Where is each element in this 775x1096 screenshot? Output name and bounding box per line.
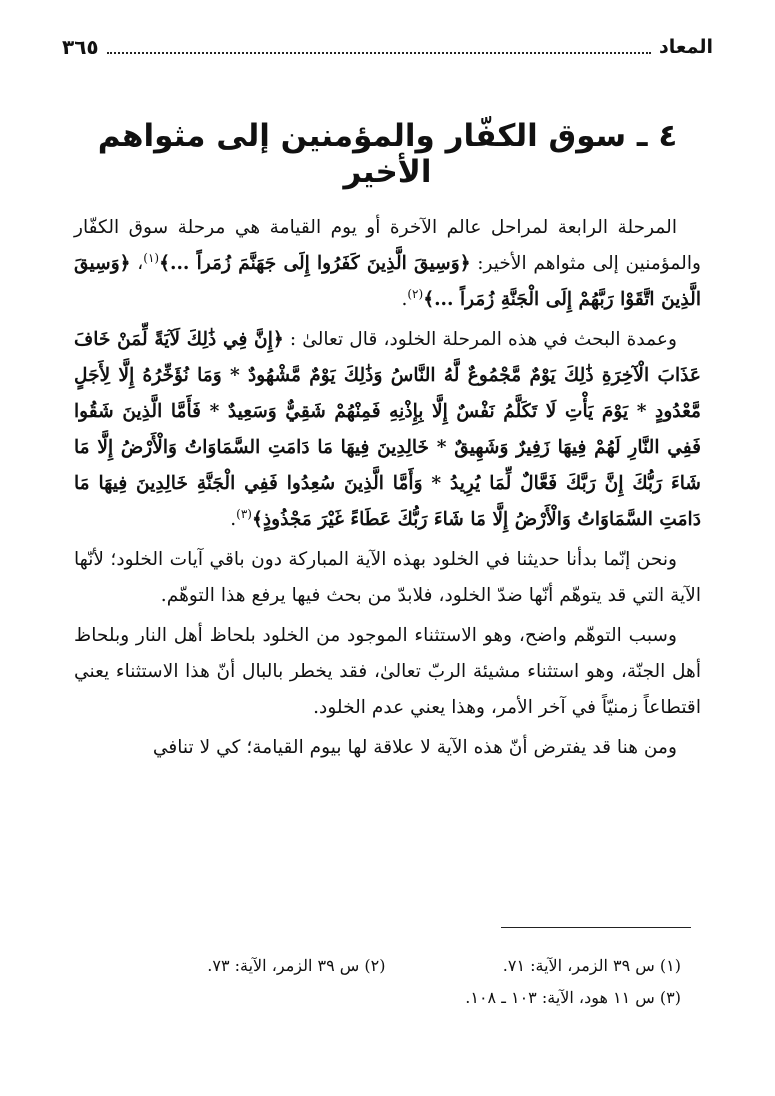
chapter-title: ٤ ـ سوق الكفّار والمؤمنين إلى مثواهم الأخير bbox=[97, 118, 678, 190]
footnote: (١) س ٣٩ الزمر، الآية: ٧١. bbox=[502, 956, 681, 975]
paragraph-text: وعمدة البحث في هذه المرحلة الخلود، قال تعالىٰ : bbox=[283, 329, 677, 350]
section-title: المعاد bbox=[659, 36, 713, 58]
running-header bbox=[62, 30, 713, 64]
paragraph-text: . bbox=[230, 509, 237, 530]
page-number: ٣٦٥ bbox=[62, 35, 99, 59]
quran-verse: ﴿إِنَّ فِي ذَٰلِكَ لَآيَةً لِّمَنْ خَافَ عَذَابَ الْآخِرَةِ ذَٰلِكَ يَوْمٌ مَّجْمُوعٌ لَّهُ النَّاسُ وَذَٰلِكَ يَوْمٌ مَّشْهُودٌ * وَمَا نُؤَخِّرُهُ إِلَّا لِأَجَلٍ مَّعْدُودٍ * يَوْمَ يَأْتِ لَا تَكَلَّمُ نَفْسٌ إِلَّا بِإِذْنِهِ فَمِنْهُمْ شَقِيٌّ وَسَعِيدٌ * فَأَمَّا الَّذِينَ شَقُوا فَفِي النَّارِ لَهُمْ فِيهَا زَفِيرٌ وَشَهِيقٌ * خَالِدِينَ فِيهَا مَا دَامَتِ السَّمَاوَاتُ وَالْأَرْضُ إِلَّا مَا شَاءَ رَبُّكَ إِنَّ رَبَّكَ فَعَّالٌ لِّمَا يُرِيدُ * وَأَمَّا الَّذِينَ سُعِدُوا فَفِي الْجَنَّةِ خَالِدِينَ فِيهَا مَا دَامَتِ السَّمَاوَاتُ وَالْأَرْضُ إِلَّا مَا شَاءَ رَبُّكَ عَطَاءً غَيْرَ مَجْذُوذٍ﴾ bbox=[74, 329, 701, 530]
footnote-row bbox=[90, 950, 681, 982]
footnote-ref: (٣) bbox=[236, 506, 252, 521]
paragraph-text: ، bbox=[130, 253, 144, 274]
quran-verse: ﴿وَسِيقَ الَّذِينَ اتَّقَوْا رَبَّهُمْ إِلَى الْجَنَّةِ زُمَراً ...﴾ bbox=[74, 253, 701, 310]
footnote-row bbox=[90, 982, 681, 1014]
paragraph-text: المرحلة الرابعة لمراحل عالم الآخرة أو يوم القيامة هي مرحلة سوق الكفّار والمؤمنين إلى مثواهم الأخير: bbox=[74, 217, 701, 274]
paragraph bbox=[74, 322, 701, 538]
footnote-separator bbox=[501, 927, 691, 928]
paragraph bbox=[74, 210, 701, 318]
header-dot-leader bbox=[107, 52, 651, 54]
quran-verse: ﴿وَسِيقَ الَّذِينَ كَفَرُوا إِلَى جَهَنَّمَ زُمَراً ...﴾ bbox=[159, 253, 471, 274]
footnotes bbox=[90, 950, 681, 1014]
footnote-ref: (٢) bbox=[407, 286, 424, 301]
footnote: (٢) س ٣٩ الزمر، الآية: ٧٣. bbox=[207, 956, 386, 975]
paragraph-text: . bbox=[401, 289, 408, 310]
footnote: (٣) س ١١ هود، الآية: ١٠٣ ـ ١٠٨. bbox=[465, 988, 681, 1007]
paragraph: ونحن إنّما بدأنا حديثنا في الخلود بهذه الآية المباركة دون باقي آيات الخلود؛ لأنّها الآية التي قد يتوهّم أنّها ضدّ الخلود، فلابدّ من بحث فيها يرفع هذا التوهّم. bbox=[74, 549, 701, 606]
paragraph: ومن هنا قد يفترض أنّ هذه الآية لا علاقة لها بيوم القيامة؛ كي لا تنافي bbox=[152, 737, 677, 758]
footnote-ref: (١) bbox=[143, 250, 160, 265]
paragraph: وسبب التوهّم واضح، وهو الاستثناء الموجود من الخلود بلحاظ أهل النار وبلحاظ أهل الجنّة، وهو استثناء مشيئة الربّ تعالىٰ، فقد يخطر بالبال أنّ هذا الاستثناء يعني اقتطاعاً زمنيّاً في آخر الأمر، وهذا يعني عدم الخلود. bbox=[74, 625, 701, 718]
body-text bbox=[74, 210, 701, 770]
